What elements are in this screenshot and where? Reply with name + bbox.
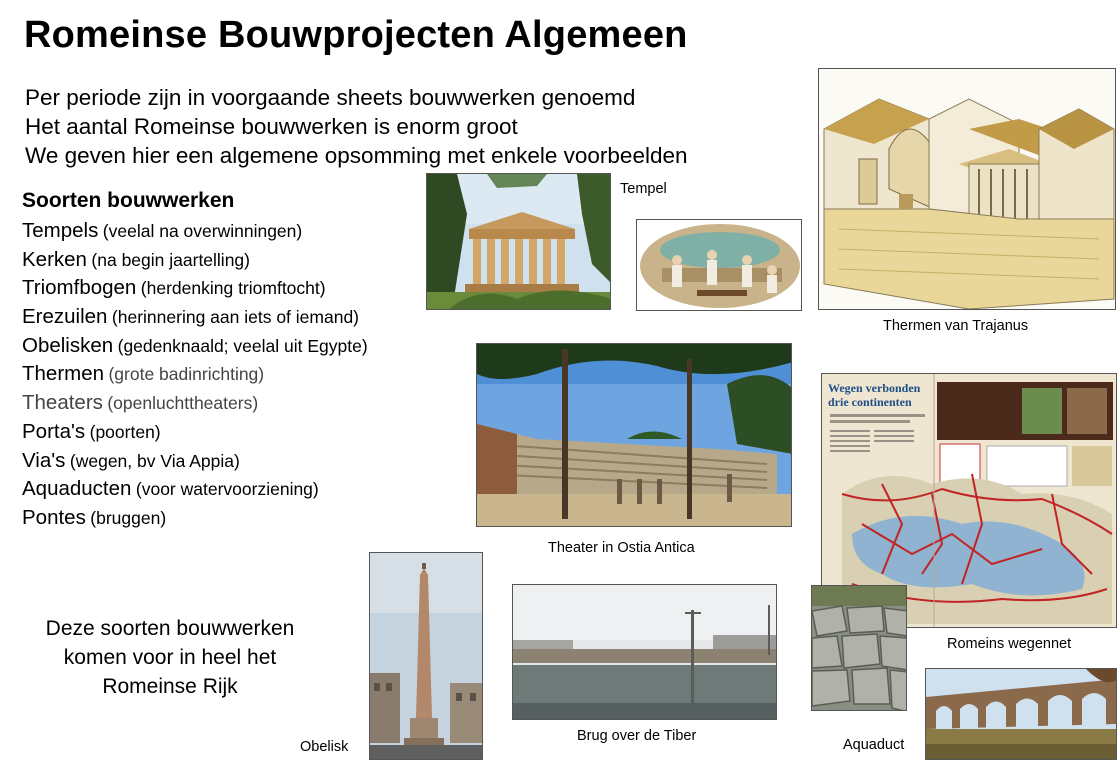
list-item (22, 418, 368, 447)
bridge-caption: Brug over de Tiber (577, 728, 697, 744)
closing-line: Romeinse Rijk (102, 675, 238, 698)
list-item (22, 475, 368, 504)
type-note: (openluchttheaters) (107, 393, 259, 414)
list-item (22, 504, 368, 533)
intro-line: Per periode zijn in voorgaande sheets bouwwerken genoemd (25, 85, 636, 110)
intro-line: Het aantal Romeinse bouwwerken is enorm groot (25, 114, 518, 139)
type-note: (gedenknaald; veelal uit Egypte) (117, 335, 368, 356)
type-note: (poorten) (89, 421, 161, 442)
type-name: Tempels (22, 219, 99, 242)
theater-photo (476, 343, 792, 527)
type-name: Pontes (22, 505, 86, 529)
type-note: (veelal na overwinningen) (102, 221, 303, 241)
type-name: Theaters (22, 391, 103, 415)
type-name: Via's (22, 448, 66, 472)
map-heading-line-2: drie continenten (828, 395, 912, 409)
closing-text (20, 614, 320, 701)
closing-line: Deze soorten bouwwerken (45, 617, 295, 640)
type-note: (na begin jaartelling) (91, 249, 250, 270)
intro-line: We geven hier een algemene opsomming met enkele voorbeelden (25, 143, 688, 168)
intro-text (25, 83, 688, 170)
baths-scene-photo (636, 219, 802, 311)
list-heading: Soorten bouwwerken (22, 189, 235, 212)
aqueduct-caption: Aquaduct (843, 737, 905, 753)
type-name: Porta's (22, 419, 86, 443)
baths-cutaway-photo (818, 68, 1116, 310)
type-name: Obelisken (22, 333, 114, 357)
obelisk-photo (369, 552, 483, 760)
type-note: (grote badinrichting) (108, 364, 265, 385)
type-note: (voor watervoorziening) (135, 479, 319, 500)
list-item (22, 360, 368, 389)
list-item (22, 389, 368, 418)
temple-photo (426, 173, 611, 310)
list-item (22, 332, 368, 361)
type-name: Thermen (22, 362, 105, 386)
type-name: Aquaducten (22, 477, 132, 501)
baths-caption: Thermen van Trajanus (883, 318, 1029, 334)
building-types-list (22, 217, 368, 533)
list-item (22, 303, 368, 332)
type-name: Triomfbogen (22, 276, 137, 300)
type-note: (herdenking triomftocht) (140, 278, 326, 299)
list-item (22, 447, 368, 476)
type-name: Kerken (22, 247, 87, 271)
theater-caption: Theater in Ostia Antica (548, 540, 695, 556)
page-title: Romeinse Bouwprojecten Algemeen (24, 14, 688, 56)
type-note: (herinnering aan iets of iemand) (111, 307, 360, 328)
list-item (22, 246, 368, 275)
obelisk-caption: Obelisk (300, 739, 349, 755)
type-note: (bruggen) (90, 507, 167, 528)
temple-caption: Tempel (620, 181, 667, 197)
via-photo (811, 585, 907, 711)
list-item (22, 274, 368, 303)
roads-caption: Romeins wegennet (947, 636, 1072, 652)
type-name: Erezuilen (22, 305, 108, 329)
aqueduct-photo (925, 668, 1117, 760)
bridge-photo (512, 584, 777, 720)
closing-line: komen voor in heel het (63, 646, 277, 669)
list-item (22, 217, 368, 246)
type-note: (wegen, bv Via Appia) (69, 450, 240, 471)
map-heading-line-1: Wegen verbonden (828, 381, 921, 395)
